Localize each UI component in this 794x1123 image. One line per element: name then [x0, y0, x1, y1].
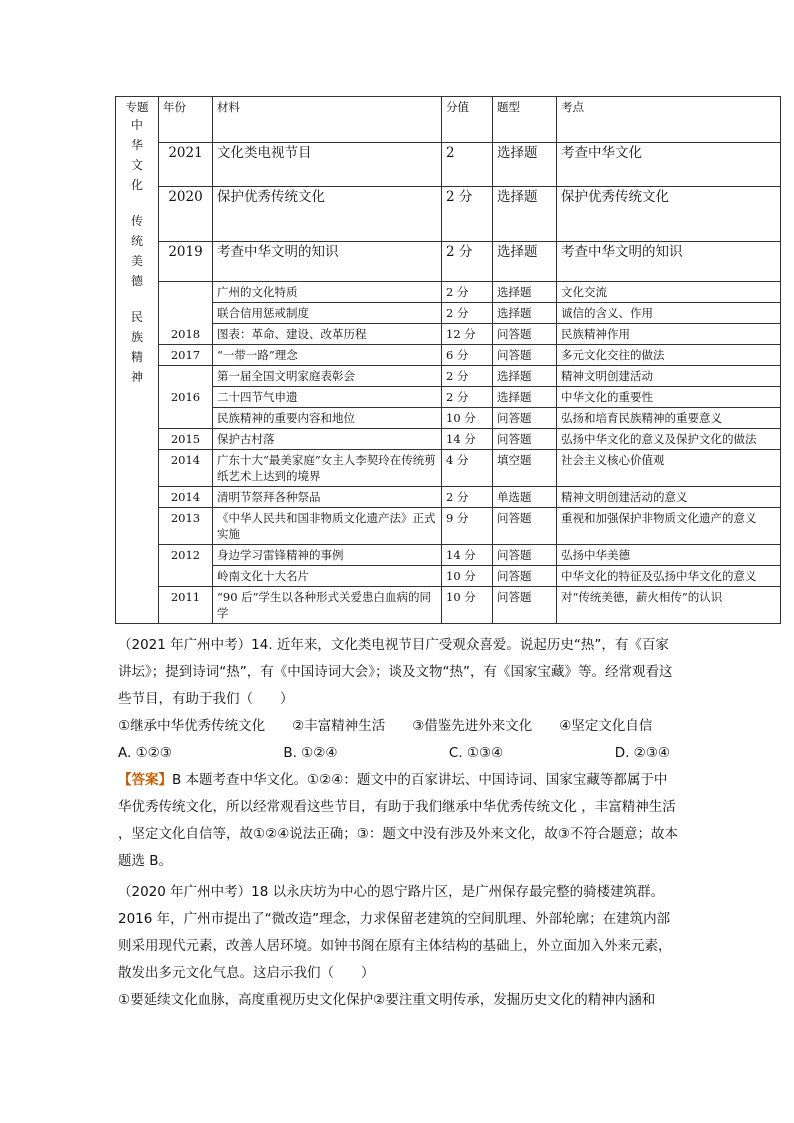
table-row: 图表：革命、建设、改革历程 12 分 问答题 民族精神作用 — [116, 324, 781, 345]
option-a: A. ①②③ — [118, 745, 172, 761]
question-stem: （2021 年广州中考）14. 近年来，文化类电视节目广受观众喜爱。说起历史“热”，有《百家讲坛》；提到诗词“热”，有《中国诗词大会》；谈及文物“热”，有《国家宝藏》等。经常观看这些节目，有助于我们（ ） — [118, 637, 673, 707]
table-row: 2011 “90 后”学生以各种形式关爱患白血病的同学 10 分 问答题 对“传统美德，薪火相传”的认识 — [116, 587, 781, 624]
question-stem: （2020 年广州中考）18 以永庆坊为中心的恩宁路片区，是广州保存最完整的骑楼建筑群。2016 年，广州市提出了“微改造”理念，力求保留老建筑的空间肌理、外部轮廓；在建筑内部则采用现代元素，改善人居环境。如钟书阁在原有主体结构的基础上，外立面加入外来元素，散发出多元文化气息。这启示我们（ ） — [118, 884, 672, 981]
table-row: 联合信用惩戒制度 2 分 选择题 诚信的含义、作用 — [116, 303, 781, 324]
answer-text: B 本题考查中华文化。①②④：题文中的百家讲坛、中国诗词、国家宝藏等都属于中华优秀传统文化，所以经常观看这些节目，有助于我们继承中华优秀传统文化 ，丰富精神生活 ，坚定文化自信等，故①②④说法正确；③：题文中没有涉及外来文化，故③不符合题意；故本题选 B。 — [118, 772, 679, 869]
answer-tag: 【答案】 — [118, 772, 172, 788]
table-row: 2018 广州的文化特质 2 分 选择题 文化交流 — [116, 282, 781, 303]
header-material: 材料 — [213, 97, 442, 143]
table-row: 2017 “一带一路”理念 6 分 问答题 多元文化交往的做法 — [116, 345, 781, 366]
topic-line-1: 中华文化 — [130, 118, 143, 192]
table-row: 2019 考查中华文明的知识 2 分 选择题 考查中华文明的知识 — [116, 242, 781, 282]
header-point: 考点 — [557, 97, 781, 143]
topic-header: 专题 — [125, 100, 149, 114]
table-row: 民族精神的重要内容和地位 10 分 问答题 弘扬和培育民族精神的重要意义 — [116, 408, 781, 429]
table-row: 岭南文化十大名片 10 分 问答题 中华文化的特征及弘扬中华文化的意义 — [116, 566, 781, 587]
table-row: 2021 文化类电视节目 2 选择题 考查中华文化 — [116, 143, 781, 187]
table-row: 2014 广东十大“最美家庭”女主人李契玲在传统剪纸艺术上达到的境界 4 分 填空题 社会主义核心价值观 — [116, 450, 781, 487]
table-row: 二十四节气申遗 2 分 选择题 中华文化的重要性 — [116, 387, 781, 408]
topic-column — [116, 97, 159, 624]
table-row: 2020 保护优秀传统文化 2 分 选择题 保护优秀传统文化 — [116, 187, 781, 242]
option-d: D. ②③④ — [614, 745, 670, 761]
question-items: ①继承中华优秀传统文化 ②丰富精神生活 ③借鉴先进外来文化 ④坚定文化自信 — [118, 718, 653, 734]
header-score: 分值 — [442, 97, 493, 143]
table-row: 2014 清明节祭拜各种祭品 2 分 单选题 精神文明创建活动的意义 — [116, 487, 781, 508]
question-2020 — [118, 879, 678, 1014]
answer-paragraph — [118, 767, 678, 875]
header-year: 年份 — [159, 97, 213, 143]
table-row: 2012 身边学习雷锋精神的事例 14 分 问答题 弘扬中华美德 — [116, 545, 781, 566]
table-row: 2015 保护古村落 14 分 问答题 弘扬中华文化的意义及保护文化的做法 — [116, 429, 781, 450]
question-options — [118, 740, 670, 767]
option-b: B. ①②④ — [283, 745, 338, 761]
option-c: C. ①③④ — [448, 745, 504, 761]
topic-line-2: 传统美德 — [130, 214, 143, 288]
exam-topic-table — [115, 96, 781, 624]
table-row: 2016 第一届全国文明家庭表彰会 2 分 选择题 精神文明创建活动 — [116, 366, 781, 387]
header-qtype: 题型 — [493, 97, 557, 143]
question-items: ①要延续文化血脉，高度重视历史文化保护②要注重文明传承，发掘历史文化的精神内涵和 — [118, 992, 656, 1008]
topic-line-3: 民族精神 — [130, 310, 143, 384]
question-2021 — [118, 632, 678, 875]
table-row: 2013 《中华人民共和国非物质文化遗产法》正式实施 9 分 问答题 重视和加强保护非物质文化遗产的意义 — [116, 508, 781, 545]
